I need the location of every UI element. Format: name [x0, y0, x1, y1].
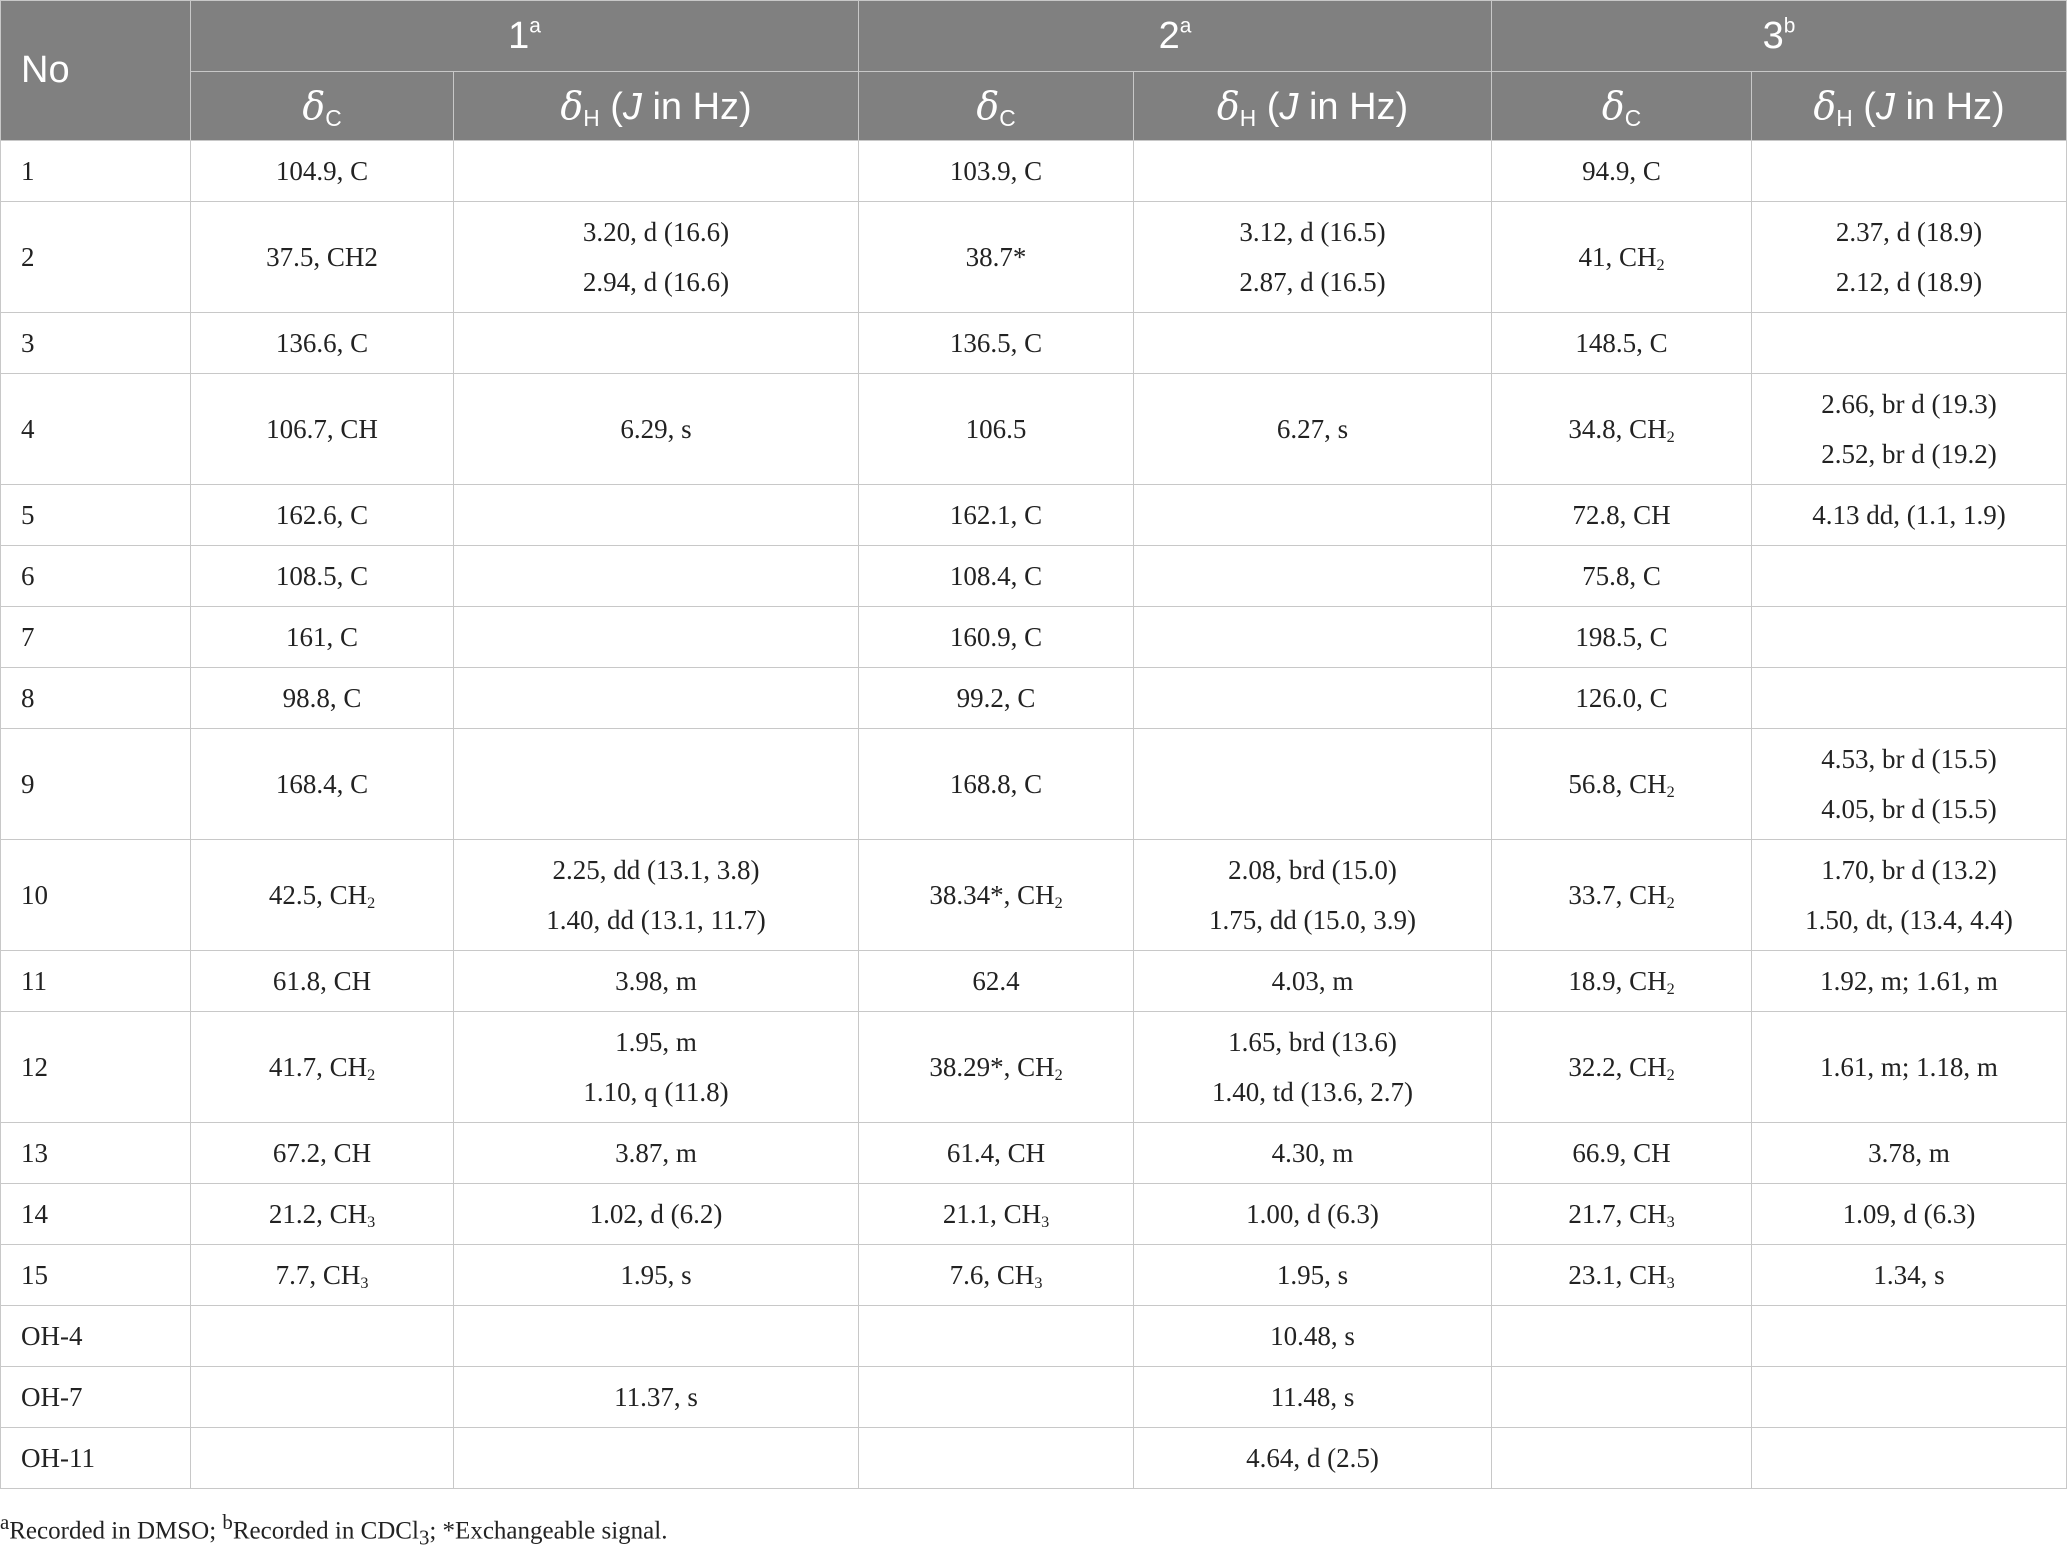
- delta-c-cell: [859, 1367, 1134, 1428]
- header-compound-3: 3$^b$: [1492, 1, 2067, 72]
- proton-shift: 1.61, m; 1.18, m: [1820, 1052, 1998, 1082]
- delta-subscript: H: [1836, 104, 1853, 131]
- proton-shift: 6.27, s: [1276, 414, 1349, 444]
- carbon-shift: 62.4: [972, 966, 1020, 996]
- delta-h-cell: [1134, 1306, 1492, 1367]
- delta-h-cell: [1752, 546, 2067, 607]
- carbon-shift: 148.5, C: [1575, 328, 1668, 358]
- proton-shift: 1.92, m; 1.61, m: [1820, 966, 1998, 996]
- row-position: 2: [1, 202, 191, 313]
- hydrogen-count: 2: [1666, 783, 1675, 802]
- delta-c-cell: [191, 546, 454, 607]
- proton-shift: 4.30, m: [1271, 1138, 1354, 1168]
- table-row: [1, 1245, 2067, 1306]
- carbon-shift: 56.8, CH: [1568, 769, 1667, 799]
- delta-c-cell: [1492, 313, 1752, 374]
- delta-c-cell: [1492, 668, 1752, 729]
- table-row: [1, 607, 2067, 668]
- hydrogen-count: 2: [1054, 1066, 1063, 1085]
- table-row: [1, 313, 2067, 374]
- hydrogen-count: 2: [1666, 980, 1675, 999]
- carbon-shift: 106.7, CH: [266, 414, 378, 444]
- delta-c-cell: [1492, 1012, 1752, 1123]
- delta-c-cell: [191, 951, 454, 1012]
- header-row-compounds: [1, 1, 2067, 72]
- carbon-shift: 136.5, C: [949, 328, 1043, 358]
- delta-c-cell: [1492, 1123, 1752, 1184]
- header-unit: in Hz): [1298, 85, 1409, 128]
- carbon-shift: 21.1, CH: [942, 1199, 1042, 1229]
- carbon-shift: 23.1, CH: [1568, 1260, 1667, 1290]
- delta-h-cell: [1134, 1428, 1492, 1489]
- delta-c-cell: [859, 202, 1134, 313]
- delta-c-cell: [1492, 951, 1752, 1012]
- delta-c-cell: [1492, 374, 1752, 485]
- delta-c-cell: [1492, 729, 1752, 840]
- delta-c-cell: [859, 1428, 1134, 1489]
- delta-h-cell: [1752, 485, 2067, 546]
- delta-h-cell: [454, 668, 859, 729]
- carbon-shift: 61.8, CH: [272, 966, 372, 996]
- delta-h-cell: [1752, 313, 2067, 374]
- delta-h-cell: [454, 141, 859, 202]
- proton-shift: 3.20, d (16.6): [582, 217, 730, 247]
- j-symbol: J: [622, 85, 642, 128]
- delta-h-cell: [1134, 951, 1492, 1012]
- delta-h-cell: [1752, 374, 2067, 485]
- delta-c-cell: [191, 1306, 454, 1367]
- delta-h-cell: [454, 546, 859, 607]
- delta-c-cell: [859, 141, 1134, 202]
- table-body: [1, 141, 2067, 1489]
- table-row: [1, 668, 2067, 729]
- delta-h-cell: [1752, 202, 2067, 313]
- delta-h-cell: [1134, 1123, 1492, 1184]
- delta-c-cell: [1492, 546, 1752, 607]
- delta-h-cell: [1752, 1012, 2067, 1123]
- carbon-shift: 41, CH: [1578, 242, 1657, 272]
- hydrogen-count: 3: [1041, 1213, 1050, 1232]
- carbon-shift: 72.8, CH: [1572, 500, 1671, 530]
- delta-h-cell: [1752, 141, 2067, 202]
- table-row: [1, 1306, 2067, 1367]
- delta-h-cell: [454, 840, 859, 951]
- delta-h-cell: [1134, 546, 1492, 607]
- delta-c-cell: [859, 729, 1134, 840]
- proton-shift: 11.37, s: [614, 1382, 698, 1412]
- header-unit: in Hz): [1894, 85, 2005, 128]
- delta-symbol: δ: [1216, 83, 1240, 128]
- proton-shift: 3.87, m: [615, 1138, 697, 1168]
- proton-shift: 1.10, q (11.8): [583, 1077, 729, 1107]
- proton-shift: 1.95, s: [620, 1260, 692, 1290]
- delta-subscript: C: [325, 104, 342, 131]
- table-row: [1, 485, 2067, 546]
- delta-c-cell: [191, 1245, 454, 1306]
- delta-h-cell: [454, 1428, 859, 1489]
- delta-c-cell: [1492, 840, 1752, 951]
- delta-h-cell: [1752, 951, 2067, 1012]
- delta-h-cell: [454, 1184, 859, 1245]
- row-position: 10: [1, 840, 191, 951]
- carbon-shift: 38.7*: [965, 242, 1027, 272]
- delta-h-cell: [1752, 668, 2067, 729]
- delta-h-cell: [454, 1245, 859, 1306]
- delta-c-cell: [859, 1012, 1134, 1123]
- table-row: [1, 729, 2067, 840]
- proton-shift: 1.34, s: [1873, 1260, 1945, 1290]
- proton-shift: 1.95, m: [615, 1027, 697, 1057]
- carbon-shift: 32.2, CH: [1568, 1052, 1667, 1082]
- proton-shift: 4.03, m: [1271, 966, 1354, 996]
- j-symbol: J: [1875, 85, 1895, 128]
- delta-c-cell: [1492, 1306, 1752, 1367]
- delta-h-cell: [1134, 1245, 1492, 1306]
- proton-shift: 1.65, brd (13.6): [1228, 1027, 1397, 1057]
- row-position: OH-7: [1, 1367, 191, 1428]
- delta-h-cell: [454, 374, 859, 485]
- carbon-shift: 161, C: [285, 622, 358, 652]
- delta-c-cell: [1492, 607, 1752, 668]
- header-compound-2: 2$^a$: [859, 1, 1492, 72]
- header-delta-h-1: [454, 72, 859, 141]
- row-position: 11: [1, 951, 191, 1012]
- delta-h-cell: [1752, 1367, 2067, 1428]
- delta-c-cell: [191, 1012, 454, 1123]
- delta-c-cell: [191, 313, 454, 374]
- header-delta-h-2: [1134, 72, 1492, 141]
- delta-h-cell: [1134, 729, 1492, 840]
- delta-h-cell: [454, 1012, 859, 1123]
- j-symbol: J: [1279, 85, 1299, 128]
- delta-c-cell: [1492, 1428, 1752, 1489]
- delta-c-cell: [859, 951, 1134, 1012]
- delta-subscript: H: [1239, 104, 1257, 131]
- proton-shift: 2.66, br d (19.3): [1821, 389, 1997, 419]
- table-row: [1, 1184, 2067, 1245]
- delta-h-cell: [454, 485, 859, 546]
- proton-shift: 1.09, d (6.3): [1842, 1199, 1976, 1229]
- delta-c-cell: [1492, 202, 1752, 313]
- delta-symbol: δ: [302, 83, 326, 128]
- delta-c-cell: [859, 1245, 1134, 1306]
- delta-h-cell: [454, 729, 859, 840]
- proton-shift: 1.40, td (13.6, 2.7): [1212, 1077, 1414, 1107]
- hydrogen-count: 2: [367, 1066, 376, 1085]
- carbon-shift: 38.34*, CH: [929, 880, 1055, 910]
- hydrogen-count: 2: [1054, 894, 1063, 913]
- carbon-shift: 162.6, C: [275, 500, 369, 530]
- delta-h-cell: [1752, 729, 2067, 840]
- carbon-shift: 104.9, C: [275, 156, 369, 186]
- delta-h-cell: [454, 313, 859, 374]
- delta-c-cell: [859, 668, 1134, 729]
- proton-shift: 2.25, dd (13.1, 3.8): [552, 855, 760, 885]
- row-position: OH-11: [1, 1428, 191, 1489]
- row-position: 7: [1, 607, 191, 668]
- delta-h-cell: [454, 951, 859, 1012]
- delta-c-cell: [1492, 1367, 1752, 1428]
- table-row: [1, 374, 2067, 485]
- delta-h-cell: [1752, 840, 2067, 951]
- delta-h-cell: [1134, 607, 1492, 668]
- row-position: OH-4: [1, 1306, 191, 1367]
- proton-shift: 2.87, d (16.5): [1239, 267, 1386, 297]
- proton-shift: 4.05, br d (15.5): [1821, 794, 1997, 824]
- carbon-shift: 168.4, C: [275, 769, 369, 799]
- carbon-shift: 103.9, C: [949, 156, 1043, 186]
- delta-symbol: δ: [1813, 83, 1837, 128]
- carbon-shift: 66.9, CH: [1572, 1138, 1671, 1168]
- row-position: 4: [1, 374, 191, 485]
- delta-h-cell: [454, 202, 859, 313]
- delta-h-cell: [454, 607, 859, 668]
- carbon-shift: 136.6, C: [275, 328, 369, 358]
- carbon-shift: 168.8, C: [949, 769, 1043, 799]
- delta-h-cell: [1134, 1012, 1492, 1123]
- header-paren: (: [1852, 85, 1876, 128]
- proton-shift: 1.02, d (6.2): [589, 1199, 723, 1229]
- row-position: 15: [1, 1245, 191, 1306]
- row-position: 14: [1, 1184, 191, 1245]
- delta-h-cell: [1134, 1184, 1492, 1245]
- carbon-shift: 37.5, CH2: [266, 242, 378, 272]
- delta-h-cell: [1134, 1367, 1492, 1428]
- proton-shift: 2.37, d (18.9): [1835, 217, 1983, 247]
- row-position: 3: [1, 313, 191, 374]
- delta-c-cell: [191, 374, 454, 485]
- table-row: [1, 1428, 2067, 1489]
- carbon-shift: 99.2, C: [956, 683, 1036, 713]
- carbon-shift: 94.9, C: [1582, 156, 1661, 186]
- delta-symbol: δ: [1601, 83, 1625, 128]
- proton-shift: 10.48, s: [1270, 1321, 1355, 1351]
- hydrogen-count: 2: [1656, 256, 1665, 275]
- carbon-shift: 126.0, C: [1575, 683, 1668, 713]
- header-delta-c-1: [191, 72, 454, 141]
- proton-shift: 3.12, d (16.5): [1239, 217, 1386, 247]
- header-delta-c-2: [859, 72, 1134, 141]
- proton-shift: 2.08, brd (15.0): [1228, 855, 1397, 885]
- delta-c-cell: [191, 141, 454, 202]
- delta-h-cell: [454, 1123, 859, 1184]
- proton-shift: 4.64, d (2.5): [1246, 1443, 1379, 1473]
- carbon-shift: 34.8, CH: [1568, 414, 1667, 444]
- table-row: [1, 951, 2067, 1012]
- delta-h-cell: [1134, 840, 1492, 951]
- table-row: [1, 1012, 2067, 1123]
- delta-h-cell: [1752, 1184, 2067, 1245]
- delta-symbol: δ: [976, 83, 1000, 128]
- carbon-shift: 61.4, CH: [946, 1138, 1046, 1168]
- delta-subscript: C: [1624, 104, 1642, 131]
- row-position: 8: [1, 668, 191, 729]
- delta-h-cell: [1752, 1123, 2067, 1184]
- delta-h-cell: [1134, 313, 1492, 374]
- delta-c-cell: [859, 485, 1134, 546]
- proton-shift: 2.94, d (16.6): [582, 267, 730, 297]
- carbon-shift: 162.1, C: [949, 500, 1043, 530]
- carbon-shift: 7.6, CH: [949, 1260, 1035, 1290]
- delta-h-cell: [1134, 202, 1492, 313]
- delta-c-cell: [859, 313, 1134, 374]
- proton-shift: 4.13 dd, (1.1, 1.9): [1812, 500, 2006, 530]
- carbon-shift: 38.29*, CH: [929, 1052, 1055, 1082]
- carbon-shift: 108.4, C: [949, 561, 1043, 591]
- delta-c-cell: [191, 840, 454, 951]
- delta-h-cell: [1134, 374, 1492, 485]
- proton-shift: 1.75, dd (15.0, 3.9): [1209, 905, 1417, 935]
- delta-h-cell: [454, 1367, 859, 1428]
- hydrogen-count: 3: [360, 1274, 369, 1293]
- header-unit: in Hz): [641, 85, 752, 128]
- carbon-shift: 75.8, C: [1582, 561, 1661, 591]
- delta-h-cell: [1752, 1428, 2067, 1489]
- delta-c-cell: [859, 1123, 1134, 1184]
- row-position: 12: [1, 1012, 191, 1123]
- proton-shift: 1.40, dd (13.1, 11.7): [546, 905, 766, 935]
- proton-shift: 1.00, d (6.3): [1246, 1199, 1379, 1229]
- proton-shift: 1.70, br d (13.2): [1821, 855, 1997, 885]
- carbon-shift: 67.2, CH: [272, 1138, 372, 1168]
- delta-c-cell: [191, 202, 454, 313]
- table-row: [1, 141, 2067, 202]
- proton-shift: 2.12, d (18.9): [1835, 267, 1983, 297]
- table-row: [1, 1367, 2067, 1428]
- proton-shift: 6.29, s: [620, 414, 692, 444]
- delta-h-cell: [1134, 485, 1492, 546]
- hydrogen-count: 2: [1666, 1066, 1675, 1085]
- delta-h-cell: [1134, 668, 1492, 729]
- header-delta-c-3: [1492, 72, 1752, 141]
- carbon-shift: 108.5, C: [275, 561, 369, 591]
- delta-c-cell: [859, 374, 1134, 485]
- delta-c-cell: [191, 1184, 454, 1245]
- delta-c-cell: [191, 485, 454, 546]
- carbon-shift: 160.9, C: [949, 622, 1043, 652]
- header-paren: (: [1256, 85, 1280, 128]
- delta-h-cell: [1752, 1245, 2067, 1306]
- carbon-shift: 33.7, CH: [1568, 880, 1667, 910]
- hydrogen-count: 2: [367, 894, 376, 913]
- table-row: [1, 840, 2067, 951]
- delta-h-cell: [1752, 607, 2067, 668]
- hydrogen-count: 2: [1666, 428, 1675, 447]
- delta-symbol: δ: [560, 83, 584, 128]
- table-row: [1, 546, 2067, 607]
- header-compound-1: 1$^a$: [191, 1, 859, 72]
- delta-c-cell: [859, 546, 1134, 607]
- delta-h-cell: [1134, 141, 1492, 202]
- header-no: No: [1, 1, 191, 141]
- delta-h-cell: [454, 1306, 859, 1367]
- row-position: 1: [1, 141, 191, 202]
- carbon-shift: 42.5, CH: [268, 880, 368, 910]
- delta-c-cell: [859, 607, 1134, 668]
- proton-shift: 2.52, br d (19.2): [1821, 439, 1997, 469]
- delta-c-cell: [1492, 141, 1752, 202]
- row-position: 6: [1, 546, 191, 607]
- table-row: [1, 202, 2067, 313]
- delta-c-cell: [191, 1367, 454, 1428]
- delta-c-cell: [191, 607, 454, 668]
- header-paren: (: [599, 85, 623, 128]
- delta-c-cell: [191, 668, 454, 729]
- delta-subscript: C: [999, 104, 1016, 131]
- hydrogen-count: 3: [367, 1213, 376, 1232]
- delta-c-cell: [859, 1306, 1134, 1367]
- proton-shift: 3.98, m: [615, 966, 697, 996]
- row-position: 5: [1, 485, 191, 546]
- carbon-shift: 106.5: [965, 414, 1027, 444]
- hydrogen-count: 3: [1666, 1274, 1675, 1293]
- proton-shift: 11.48, s: [1270, 1382, 1355, 1412]
- delta-h-cell: [1752, 1306, 2067, 1367]
- delta-c-cell: [191, 1123, 454, 1184]
- carbon-shift: 18.9, CH: [1568, 966, 1667, 996]
- delta-c-cell: [1492, 1245, 1752, 1306]
- header-delta-h-3: [1752, 72, 2067, 141]
- row-position: 13: [1, 1123, 191, 1184]
- proton-shift: 1.95, s: [1276, 1260, 1349, 1290]
- carbon-shift: 21.2, CH: [268, 1199, 368, 1229]
- proton-shift: 3.78, m: [1868, 1138, 1950, 1168]
- carbon-shift: 21.7, CH: [1568, 1199, 1667, 1229]
- delta-subscript: H: [583, 104, 600, 131]
- carbon-shift: 98.8, C: [282, 683, 362, 713]
- table-header: [1, 1, 2067, 141]
- table-footnote: $^a$Recorded in DMSO; $^b$Recorded in CDCl$_3$; *Exchangeable signal.: [0, 1510, 668, 1550]
- table-row: [1, 1123, 2067, 1184]
- row-position: 9: [1, 729, 191, 840]
- carbon-shift: 41.7, CH: [268, 1052, 368, 1082]
- proton-shift: 1.50, dt, (13.4, 4.4): [1805, 905, 2013, 935]
- carbon-shift: 198.5, C: [1575, 622, 1668, 652]
- hydrogen-count: 3: [1034, 1274, 1043, 1293]
- delta-c-cell: [1492, 485, 1752, 546]
- delta-c-cell: [859, 1184, 1134, 1245]
- delta-c-cell: [1492, 1184, 1752, 1245]
- delta-c-cell: [191, 729, 454, 840]
- delta-c-cell: [191, 1428, 454, 1489]
- hydrogen-count: 3: [1666, 1213, 1675, 1232]
- delta-c-cell: [859, 840, 1134, 951]
- hydrogen-count: 2: [1666, 894, 1675, 913]
- carbon-shift: 7.7, CH: [275, 1260, 361, 1290]
- proton-shift: 4.53, br d (15.5): [1821, 744, 1997, 774]
- header-row-shifts: [1, 72, 2067, 141]
